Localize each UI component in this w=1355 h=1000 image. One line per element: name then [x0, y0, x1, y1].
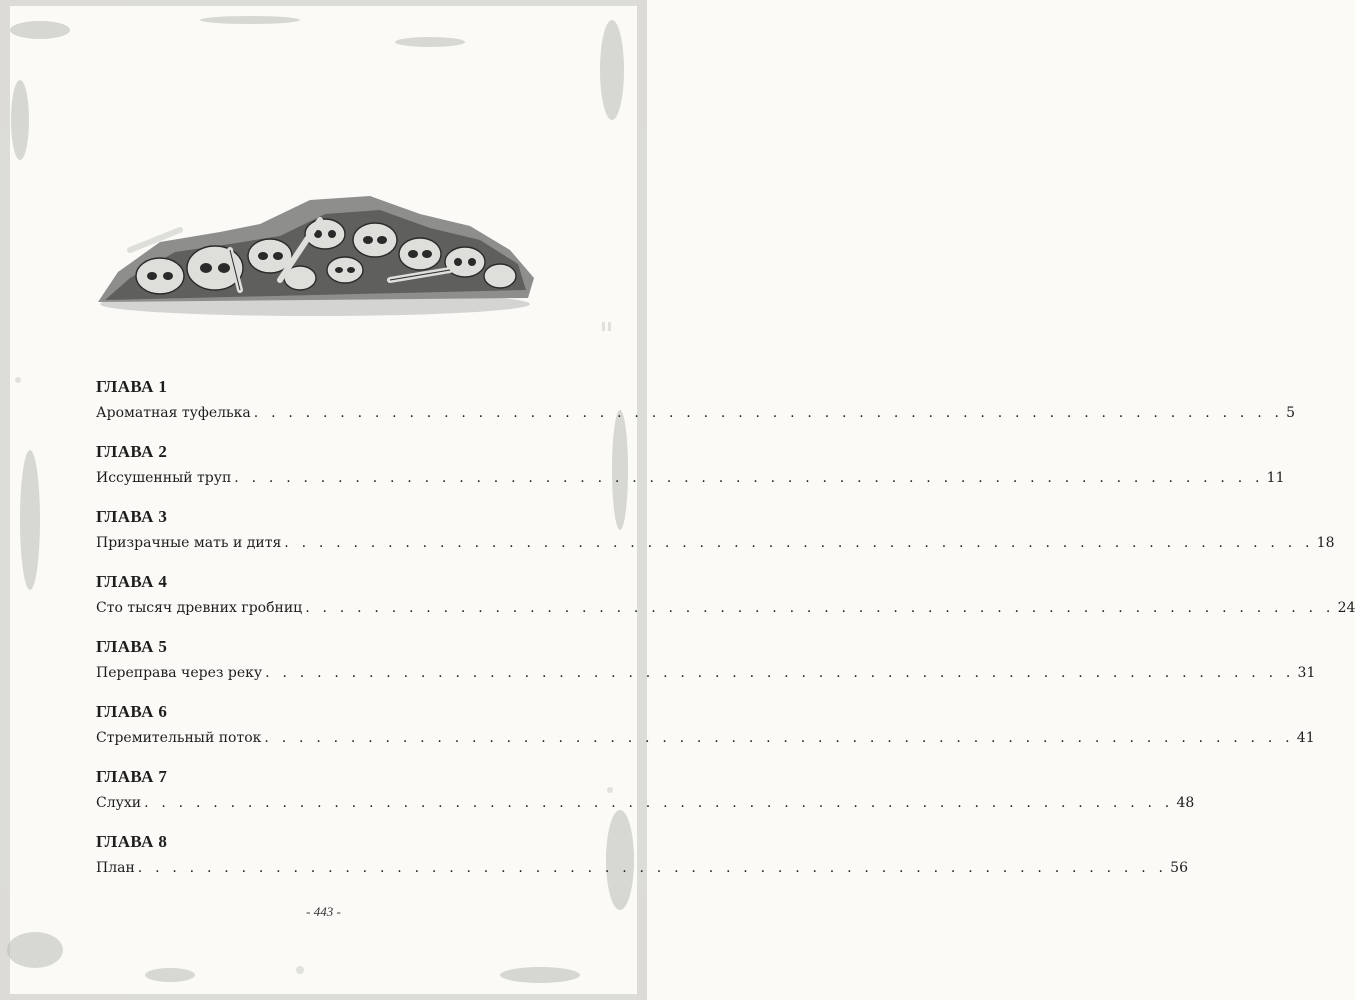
chapter-heading: ГЛАВА 4 [96, 572, 168, 591]
chapter-heading: ГЛАВА 5 [96, 637, 168, 656]
chapter-page-number: 41 [1296, 730, 1315, 746]
dot-leader: . . . . . . . . . . . . . . . . . . . . . . . . . . . . . . . . . . . . . . . . . . . . . . . . . . . . . . . . . . . . [137, 860, 1168, 876]
chapter-page-number: 48 [1176, 795, 1195, 811]
toc-entry[interactable] [96, 598, 1355, 618]
toc-chapter [96, 701, 1315, 766]
chapter-heading: ГЛАВА 1 [96, 377, 168, 396]
page-number: - 443 - [306, 904, 341, 919]
pile-of-skulls-illustration [90, 180, 540, 330]
dot-leader: . . . . . . . . . . . . . . . . . . . . . . . . . . . . . . . . . . . . . . . . . . . . . . . . . . . . . . . . . . . . [305, 600, 1335, 616]
toc-chapter [96, 766, 1195, 831]
toc-chapter [96, 636, 1316, 701]
chapter-title: Слухи [96, 795, 142, 811]
chapter-title: Ароматная туфелька [96, 405, 251, 421]
table-of-contents [96, 376, 1355, 896]
chapter-title: Сто тысяч древних гробниц [96, 600, 303, 616]
chapter-heading: ГЛАВА 6 [96, 702, 168, 721]
chapter-title: План [96, 860, 135, 876]
toc-chapter [96, 831, 1188, 896]
dot-leader: . . . . . . . . . . . . . . . . . . . . . . . . . . . . . . . . . . . . . . . . . . . . . . . . . . . . . . . . . . . . [234, 470, 1264, 486]
dot-leader: . . . . . . . . . . . . . . . . . . . . . . . . . . . . . . . . . . . . . . . . . . . . . . . . . . . . . . . . . . . . [253, 405, 1284, 421]
chapter-heading: ГЛАВА 2 [96, 442, 168, 461]
chapter-page-number: 31 [1297, 665, 1316, 681]
chapter-page-number: 11 [1266, 470, 1285, 486]
toc-chapter [96, 571, 1355, 636]
chapter-title: Призрачные мать и дитя [96, 535, 282, 551]
toc-entry[interactable] [96, 468, 1285, 488]
chapter-title: Переправа через реку [96, 665, 263, 681]
chapter-page-number: 24 [1337, 600, 1355, 616]
toc-chapter [96, 441, 1285, 506]
toc-entry[interactable] [96, 728, 1315, 748]
toc-entry[interactable] [96, 858, 1188, 878]
toc-chapter [96, 506, 1335, 571]
dot-leader: . . . . . . . . . . . . . . . . . . . . . . . . . . . . . . . . . . . . . . . . . . . . . . . . . . . . . . . . . . . . [264, 730, 1294, 746]
toc-entry[interactable] [96, 793, 1195, 813]
toc-chapter [96, 376, 1296, 441]
chapter-page-number: 18 [1316, 535, 1335, 551]
chapter-title: Иссушенный труп [96, 470, 232, 486]
dot-leader: . . . . . . . . . . . . . . . . . . . . . . . . . . . . . . . . . . . . . . . . . . . . . . . . . . . . . . . . . . . . [265, 665, 1295, 681]
dot-leader: . . . . . . . . . . . . . . . . . . . . . . . . . . . . . . . . . . . . . . . . . . . . . . . . . . . . . . . . . . . . [284, 535, 1314, 551]
dot-leader: . . . . . . . . . . . . . . . . . . . . . . . . . . . . . . . . . . . . . . . . . . . . . . . . . . . . . . . . . . . . [144, 795, 1174, 811]
chapter-page-number: 5 [1286, 405, 1296, 421]
chapter-heading: ГЛАВА 8 [96, 832, 168, 851]
toc-entry[interactable] [96, 403, 1296, 423]
toc-entry[interactable] [96, 533, 1335, 553]
chapter-page-number: 56 [1170, 860, 1188, 876]
chapter-heading: ГЛАВА 3 [96, 507, 168, 526]
chapter-heading: ГЛАВА 7 [96, 767, 168, 786]
chapter-title: Стремительный поток [96, 730, 262, 746]
toc-entry[interactable] [96, 663, 1316, 683]
